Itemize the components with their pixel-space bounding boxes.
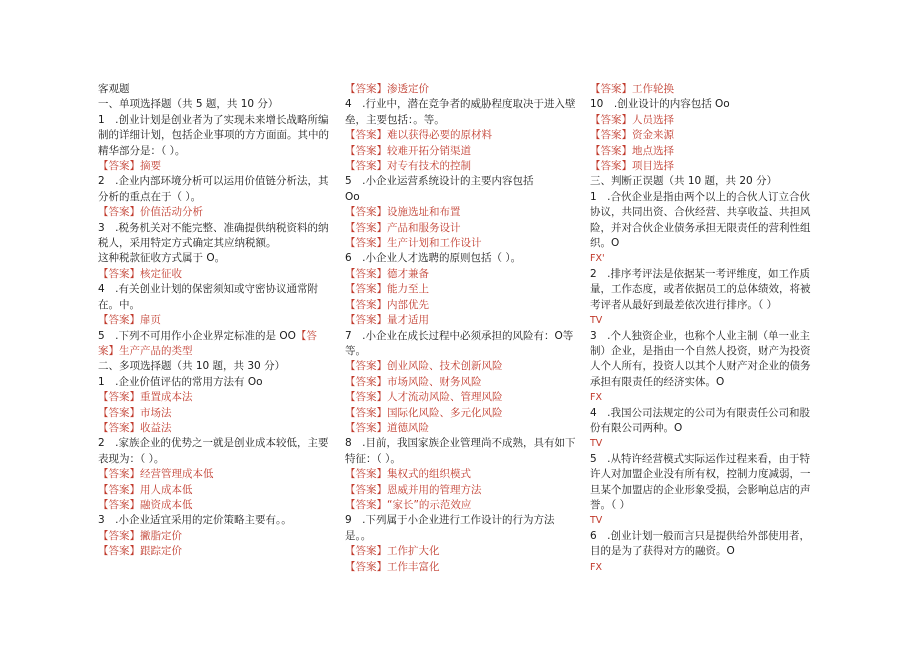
answer-tag: 【答案】 (98, 206, 140, 219)
answer-line (345, 483, 577, 498)
answer-text: 项目选择 (632, 160, 674, 173)
question-line: 1 .创业计划是创业者为了实现未来增长战略所编制的详细计划，包括企业事项的方方面面。其中的精华部分是：（ ）。 (98, 113, 329, 157)
judgement-mark: TV (590, 515, 603, 527)
question-line: 3 .税务机关对不能完整、准确提供纳税资料的纳税人，采用特定方式确定其应纳税额。 (98, 221, 329, 250)
answer-text: 道德风险 (387, 421, 429, 434)
answer-tag: 【答案】 (345, 206, 387, 219)
answer-text: 扉页 (140, 314, 161, 327)
answer-text: “家长”的示范效应 (387, 498, 472, 511)
answer-line (345, 221, 577, 236)
question-line: 客观题 (98, 83, 130, 95)
column-middle (345, 82, 577, 575)
question-line: 二、多项选择题（共 10 题，共 30 分） (98, 360, 286, 373)
question-line (98, 329, 330, 360)
question-line: 7 .小企业在成长过程中必须承担的风险有：O等等。 (345, 329, 574, 357)
answer-tag: 【答案】 (98, 329, 317, 357)
answer-tag: 【答案】 (345, 421, 387, 434)
answer-line (98, 205, 330, 220)
answer-tag: 【答案】 (98, 483, 140, 496)
judgement-mark: FX (590, 561, 602, 573)
answer-line (98, 267, 330, 282)
question-line: 2 .排序考评法是依据某一考评维度，如工作质量，工作态度，或者依据员工的总体绩效，将被考评者从最好到最差依次进行排序。（ ） (590, 267, 811, 311)
answer-tag: 【答案】 (590, 129, 632, 142)
answer-tag: 【答案】 (345, 298, 387, 311)
answer-text: 产品和服务设计 (387, 221, 461, 234)
answer-line (98, 159, 330, 174)
answer-line (345, 236, 577, 251)
answer-line (345, 406, 577, 421)
answer-text: 能力至上 (387, 283, 429, 296)
answer-text: 工作轮换 (632, 83, 674, 95)
answer-tag: 【答案】 (345, 498, 387, 511)
answer-tag: 【答案】 (98, 406, 140, 419)
answer-text: 生产产品的类型 (119, 344, 193, 357)
answer-tag: 【答案】 (345, 375, 387, 388)
answer-text: 对专有技术的控制 (387, 160, 471, 173)
answer-tag: 【答案】 (345, 129, 387, 142)
question-line: 10 .创业设计的内容包括 Oo (590, 98, 730, 111)
answer-line (590, 82, 820, 97)
answer-tag: 【答案】 (98, 529, 140, 542)
answer-tag: 【答案】 (345, 221, 387, 234)
question-text: 5 .下列不可用作小企业界定标准的是 OO (98, 329, 296, 342)
answer-text: 设施选址和布置 (387, 206, 461, 219)
answer-text: 较难开拓分销渠道 (387, 144, 471, 157)
answer-tag: 【答案】 (345, 314, 387, 327)
answer-line (98, 529, 330, 544)
answer-line (345, 390, 577, 405)
answer-line (345, 375, 577, 390)
question-line: 2 .企业内部环境分析可以运用价值链分析法，其分析的重点在于（ ）。 (98, 175, 329, 203)
column-right (590, 82, 820, 575)
answer-text: 撇脂定价 (140, 529, 182, 542)
question-line: 一、单项选择题（共 5 题，共 10 分） (98, 98, 279, 111)
judgement-mark: TV (590, 438, 603, 450)
answer-text: 收益法 (140, 421, 172, 434)
answer-tag: 【答案】 (345, 406, 387, 419)
answer-line (98, 313, 330, 328)
answer-line (345, 82, 577, 97)
answer-tag: 【答案】 (345, 560, 387, 573)
answer-text: 德才兼备 (387, 267, 429, 280)
answer-line (345, 159, 577, 174)
answer-tag: 【答案】 (345, 545, 387, 558)
answer-line (98, 390, 330, 405)
answer-line (345, 359, 577, 374)
answer-text: 国际化风险、多元化风险 (387, 406, 503, 419)
judgement-mark: FX' (590, 253, 605, 265)
answer-tag: 【答案】 (98, 468, 140, 481)
question-line: 5 .从特许经营模式实际运作过程来看，由于特许人对加盟企业没有所有权，控制力度减弱，一旦某个加盟店的企业形象受损，会影响总店的声誉。（ ） (590, 452, 811, 511)
question-line: 4 .有关创业计划的保密须知或守密协议通常附在。中。 (98, 283, 319, 311)
answer-text: 价值活动分析 (140, 206, 203, 219)
answer-line (98, 498, 330, 513)
answer-line (590, 128, 820, 143)
answer-text: 人才流动风险、管理风险 (387, 391, 503, 404)
answer-line (345, 128, 577, 143)
question-line: 2 .家族企业的优势之一就是创业成本较低，主要表现为：（ ）。 (98, 437, 329, 465)
answer-tag: 【答案】 (345, 267, 387, 280)
answer-text: 集权式的组织模式 (387, 468, 471, 481)
answer-tag: 【答案】 (98, 160, 140, 173)
answer-text: 融资成本低 (140, 498, 193, 511)
answer-line (345, 498, 577, 513)
question-line: 9 .下列属于小企业进行工作设计的行为方法是。。 (345, 514, 555, 542)
question-line: 1 .合伙企业是指由两个以上的合伙人订立合伙协议，共同出资、合伙经营、共享收益、共担风险，并对合伙企业债务承担无限责任的营利性组织。O (590, 190, 811, 250)
answer-text: 工作丰富化 (387, 560, 440, 573)
answer-text: 创业风险、技术创新风险 (387, 360, 503, 373)
column-left (98, 82, 330, 560)
answer-tag: 【答案】 (345, 83, 387, 95)
question-line: Oo (345, 190, 360, 203)
answer-line (345, 267, 577, 282)
answer-text: 工作扩大化 (387, 545, 440, 558)
answer-text: 地点选择 (632, 144, 674, 157)
answer-tag: 【答案】 (98, 498, 140, 511)
answer-tag: 【答案】 (590, 160, 632, 173)
question-line: 5 .小企业运营系统设计的主要内容包括 (345, 175, 534, 188)
answer-text: 量才适用 (387, 314, 429, 327)
answer-tag: 【答案】 (345, 160, 387, 173)
answer-line (345, 298, 577, 313)
answer-text: 用人成本低 (140, 483, 193, 496)
question-line: 4 .我国公司法规定的公司为有限责任公司和股份有限公司两种。O (590, 406, 811, 434)
answer-tag: 【答案】 (345, 360, 387, 373)
answer-text: 人员选择 (632, 113, 674, 126)
answer-line (345, 205, 577, 220)
question-line: 1 .企业价值评估的常用方法有 Oo (98, 375, 263, 388)
answer-line (98, 467, 330, 482)
answer-tag: 【答案】 (98, 314, 140, 327)
question-line: 6 .小企业人才选聘的原则包括（ ）。 (345, 252, 522, 265)
question-line: 6 .创业计划一般而言只是提供给外部使用者，目的是为了获得对方的融资。O (590, 529, 811, 558)
answer-line (345, 560, 577, 575)
answer-line (345, 421, 577, 436)
answer-tag: 【答案】 (98, 545, 140, 558)
answer-line (98, 421, 330, 436)
answer-tag: 【答案】 (345, 144, 387, 157)
answer-text: 生产计划和工作设计 (387, 237, 482, 250)
answer-text: 难以获得必要的原材料 (387, 129, 492, 142)
answer-tag: 【答案】 (345, 237, 387, 250)
answer-text: 资金来源 (632, 129, 674, 142)
answer-tag: 【答案】 (590, 83, 632, 95)
answer-tag: 【答案】 (345, 391, 387, 404)
answer-text: 跟踪定价 (140, 545, 182, 558)
question-line: 3 .个人独资企业，也称个人业主制（单一业主制）企业，是指由一个自然人投资，财产为投资人个人所有，投资人以其个人财产对企业的债务承担有限责任的经济实体。O (590, 329, 811, 388)
answer-text: 核定征收 (140, 267, 182, 280)
answer-line (590, 144, 820, 159)
answer-text: 恩威并用的管理方法 (387, 483, 482, 496)
answer-line (345, 144, 577, 159)
answer-line (590, 159, 820, 174)
question-line: 三、判断正误题（共 10 题，共 20 分） (590, 175, 778, 188)
answer-line (98, 483, 330, 498)
judgement-mark: TV (590, 315, 603, 327)
answer-tag: 【答案】 (98, 267, 140, 280)
answer-text: 内部优先 (387, 298, 429, 311)
answer-line (345, 282, 577, 297)
answer-line (98, 406, 330, 421)
answer-line (590, 113, 820, 128)
answer-tag: 【答案】 (590, 144, 632, 157)
answer-line (345, 467, 577, 482)
answer-tag: 【答案】 (590, 113, 632, 126)
question-line: 4 .行业中，潜在竞争者的威胁程度取决于进入壁垒，主要包括：。等。 (345, 98, 576, 126)
question-line: 3 .小企业适宜采用的定价策略主要有。。 (98, 514, 292, 527)
answer-line (345, 544, 577, 559)
question-line: 这种税款征收方式属于 O。 (98, 252, 226, 265)
answer-text: 重置成本法 (140, 391, 193, 404)
answer-tag: 【答案】 (345, 468, 387, 481)
answer-text: 渗透定价 (387, 83, 429, 95)
answer-tag: 【答案】 (345, 283, 387, 296)
judgement-mark: FX (590, 392, 602, 404)
answer-text: 市场风险、财务风险 (387, 375, 482, 388)
answer-line (345, 313, 577, 328)
question-line: 8 .目前，我国家族企业管理尚不成熟，具有如下特征：（ ）。 (345, 437, 576, 465)
answer-text: 经营管理成本低 (140, 468, 214, 481)
answer-text: 市场法 (140, 406, 172, 419)
answer-tag: 【答案】 (98, 421, 140, 434)
answer-tag: 【答案】 (98, 391, 140, 404)
answer-text: 摘要 (140, 160, 161, 173)
answer-tag: 【答案】 (345, 483, 387, 496)
answer-line (98, 544, 330, 559)
